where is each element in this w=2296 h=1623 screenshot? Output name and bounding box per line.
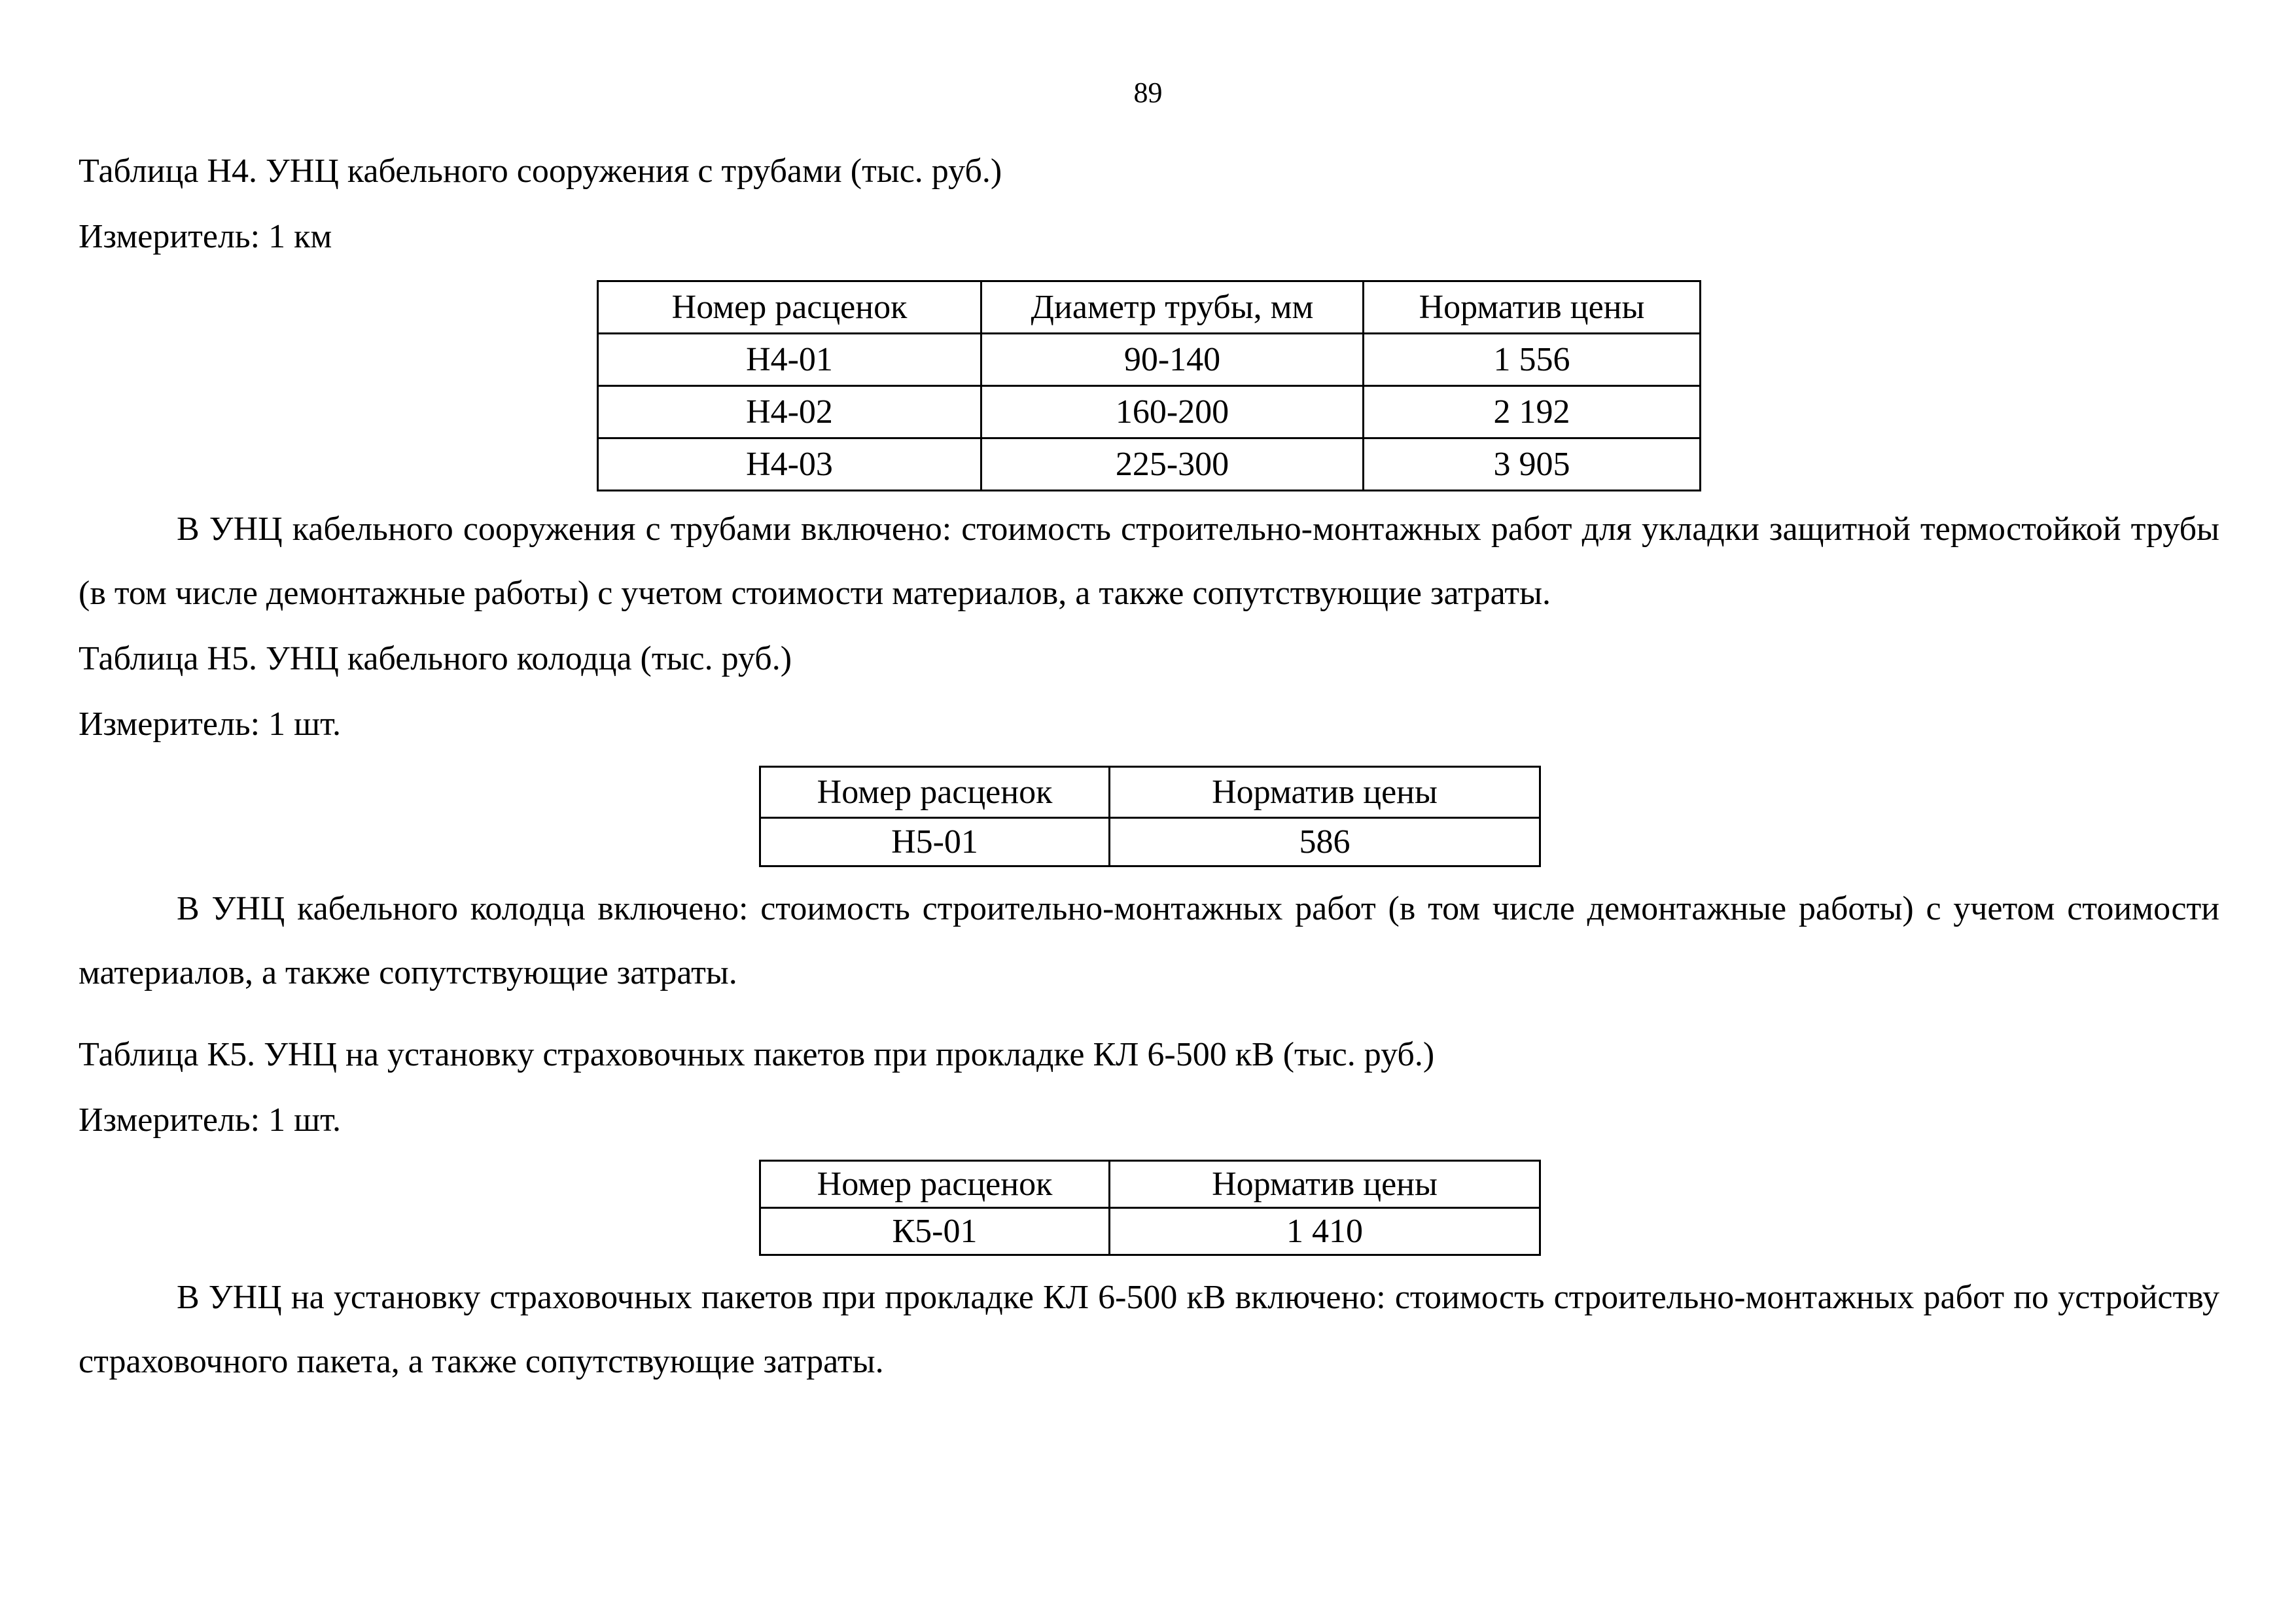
table-h5 xyxy=(759,766,1541,867)
price-norm-cell: 2 192 xyxy=(1364,386,1701,438)
header-price-norm: Норматив цены xyxy=(1110,1161,1540,1208)
rate-number-cell: Н4-02 xyxy=(598,386,981,438)
price-norm-cell: 3 905 xyxy=(1364,438,1701,491)
rate-number-cell: Н4-01 xyxy=(598,334,981,386)
rate-number-cell: К5-01 xyxy=(760,1208,1110,1255)
table-header-row xyxy=(760,767,1540,818)
page-number: 89 xyxy=(1133,77,1163,109)
table-row xyxy=(760,1208,1540,1255)
table-h4-caption: Таблица Н4. УНЦ кабельного сооружения с трубами (тыс. руб.) xyxy=(79,152,1002,190)
table-row xyxy=(598,386,1701,438)
table-row xyxy=(598,334,1701,386)
rate-number-cell: Н5-01 xyxy=(760,818,1110,866)
table-k5 xyxy=(759,1160,1541,1256)
table-h4-note: В УНЦ кабельного сооружения с трубами включено: стоимость строительно-монтажных работ для укладки защитной термостойкой трубы (в том числе демонтажные работы) с учетом стоимости материалов, а также сопутствующие затраты. xyxy=(79,510,2219,612)
header-rate-number: Номер расценок xyxy=(598,281,981,334)
table-row xyxy=(598,438,1701,491)
pipe-diameter-cell: 90-140 xyxy=(981,334,1364,386)
table-h5-caption: Таблица Н5. УНЦ кабельного колодца (тыс. руб.) xyxy=(79,640,792,677)
table-k5-caption: Таблица К5. УНЦ на установку страховочных пакетов при прокладке КЛ 6-500 кВ (тыс. руб.) xyxy=(79,1036,1435,1073)
rate-number-cell: Н4-03 xyxy=(598,438,981,491)
header-rate-number: Номер расценок xyxy=(760,1161,1110,1208)
header-price-norm: Норматив цены xyxy=(1110,767,1540,818)
table-h5-unit: Измеритель: 1 шт. xyxy=(79,705,341,743)
table-k5-note: В УНЦ на установку страховочных пакетов при прокладке КЛ 6-500 кВ включено: стоимость строительно-монтажных работ по устройству страховочного пакета, а также сопутствующие затраты. xyxy=(79,1279,2219,1380)
table-h4-unit: Измеритель: 1 км xyxy=(79,218,332,255)
pipe-diameter-cell: 160-200 xyxy=(981,386,1364,438)
header-pipe-diameter: Диаметр трубы, мм xyxy=(981,281,1364,334)
price-norm-cell: 586 xyxy=(1110,818,1540,866)
header-price-norm: Норматив цены xyxy=(1364,281,1701,334)
table-header-row xyxy=(760,1161,1540,1208)
table-h4 xyxy=(597,280,1701,491)
pipe-diameter-cell: 225-300 xyxy=(981,438,1364,491)
table-row xyxy=(760,818,1540,866)
header-rate-number: Номер расценок xyxy=(760,767,1110,818)
table-h5-note: В УНЦ кабельного колодца включено: стоимость строительно-монтажных работ (в том числе демонтажные работы) с учетом стоимости материалов, а также сопутствующие затраты. xyxy=(79,890,2219,991)
price-norm-cell: 1 410 xyxy=(1110,1208,1540,1255)
price-norm-cell: 1 556 xyxy=(1364,334,1701,386)
table-header-row xyxy=(598,281,1701,334)
table-k5-unit: Измеритель: 1 шт. xyxy=(79,1101,341,1139)
